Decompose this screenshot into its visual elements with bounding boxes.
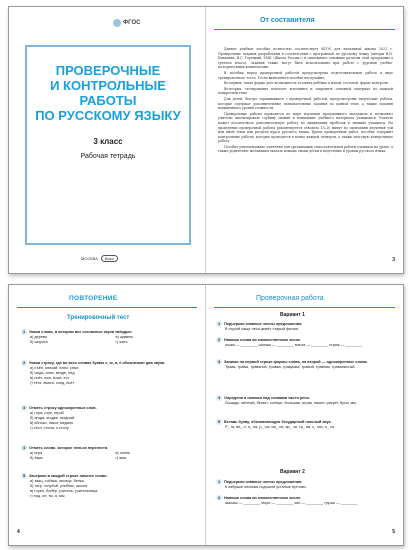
cover-title	[25, 63, 191, 123]
answer-option[interactable]: б) ёжик	[30, 456, 43, 460]
test-question	[21, 473, 197, 499]
top-book-spread	[8, 6, 404, 274]
task-number: 3	[217, 360, 221, 364]
task-material: К избушке лесника подошли усталые путники.	[225, 485, 307, 489]
answer-option[interactable]: г) под, он, ты, я, мы	[30, 494, 65, 498]
answer-option[interactable]: в) осень	[115, 451, 131, 455]
task-text: Определи и напиши над словами части речи.	[224, 396, 310, 400]
quiz-task	[216, 495, 396, 506]
task-text: Напиши слова во множественном числе.	[224, 496, 302, 500]
cover-grade: 3 класс	[93, 137, 123, 146]
test-page	[9, 285, 206, 545]
answer-option[interactable]: в) поёт, пою, ёлка, ест	[30, 376, 70, 380]
question-number: 4	[22, 446, 26, 450]
answer-option[interactable]: б) тигр, голубой, учебник, школа	[30, 484, 88, 488]
fgos-logo-text: ФГОС	[123, 20, 141, 26]
task-material: Лошадь, жёлтый, бегает, солнце, большая, играя, пишет, рисует, бусы, мы.	[225, 401, 358, 405]
task-material[interactable]: шалаш — ________ море — ________ чан — ________ груша — ________	[225, 501, 358, 505]
preface-paragraph: Во-первых, такая форма даёт возможность готовить ребёнка к новой, тестовой, форме контроля.	[224, 81, 389, 86]
question-number: 3	[22, 406, 26, 410]
preface-paragraph: В пособии перед проверочной работой предусмотрена подготовительная работа в виде тренировочного теста. Тесты включены в пособие неслучайно.	[218, 70, 393, 80]
fgos-logo-icon	[113, 19, 121, 27]
variant-1-title: Вариант 1	[280, 312, 305, 318]
answer-option[interactable]: г) жить	[115, 340, 128, 344]
fgos-logo	[113, 17, 141, 29]
task-material: В глухой чаще леса живёт старый филин.	[225, 327, 299, 331]
answer-option[interactable]: г) яма	[115, 456, 126, 460]
cover-title-line: ПРОВЕРОЧНЫЕ	[55, 63, 161, 78]
quiz-task	[216, 337, 396, 348]
test-question	[21, 360, 197, 386]
quiz-task	[216, 321, 396, 332]
quiz-task	[216, 419, 396, 430]
test-title: Тренировочный тест	[67, 315, 130, 321]
answer-option[interactable]: а) дерево	[30, 335, 48, 339]
preface-paragraph: Данное учебное пособие полностью соответствует ФГОС для начальной школы 2021 г. Проверочные задания разработаны в соответствии с программой по русскому языку (авторы В.П. Канакина, В.Г. Горецкий, УМК «Школа России») и охватывают основные разделы этой программы в третьем классе. Задания также могут быть использованы при работе с другими учебно-методическими комплектами.	[218, 47, 393, 70]
cover-title-line: И КОНТРОЛЬНЫЕ	[50, 78, 166, 93]
quiz-task	[216, 479, 396, 490]
page-number: 4	[17, 529, 20, 535]
question-stem: Укажи строку, где во всех словах буквы е, ю, я, ё обозначают два звука.	[29, 361, 166, 365]
task-material: Трава, травы, травяной, травка, травушка, травой, травник, травянистый.	[225, 365, 356, 369]
task-number: 1	[217, 322, 221, 326]
quiz-heading: Проверочная работа	[256, 295, 324, 302]
task-number: 1	[217, 480, 221, 484]
question-stem: Отметь слово, которое нельзя перенести.	[29, 446, 109, 450]
answer-option[interactable]: а) съёл, мягкий, плюс, реки	[30, 366, 79, 370]
answer-option[interactable]: б) широта	[30, 340, 48, 344]
question-stem: Зачеркни в каждой строке лишнее слово.	[29, 474, 108, 478]
question-number: 1	[22, 330, 26, 334]
publisher-city: МОСКВА	[81, 255, 98, 261]
answer-option[interactable]: г) тётя, вьюга, след, пьёт	[30, 381, 75, 385]
task-text: Подчеркни главные члены предложения.	[224, 480, 303, 484]
cover-subtitle: Рабочая тетрадь	[80, 153, 136, 160]
quiz-heading-rule	[214, 307, 395, 308]
test-question	[21, 329, 197, 345]
task-number: 4	[217, 396, 221, 400]
preface-paragraph: Во-вторых, тестирование помогает вспомнить и закрепить основной материал по каждой конкретной теме.	[218, 86, 393, 96]
answer-option[interactable]: б) сюда, пляс, везде, лёд	[30, 371, 75, 375]
quiz-page	[206, 285, 403, 545]
cover-title-line: РАБОТЫ	[79, 93, 137, 108]
answer-option[interactable]: г) стол, столы, к столу	[30, 426, 69, 430]
question-stem: Отметь строку однокоренных слов.	[29, 406, 97, 410]
task-material[interactable]: Р_ га, ви_ н, п_ ла, р_ сы, см_ ла, вр_ чи, тр_ ва, с_ мы, н_ са.	[225, 425, 336, 429]
answer-option[interactable]: в) горел, бобёр, учитель, учительница	[30, 489, 98, 493]
question-number: 2	[22, 361, 26, 365]
bottom-book-spread	[8, 284, 404, 546]
preface-paragraph: Для детей, быстро справившихся с проверочной работой, предусмотрены творческие работы, которые содержат дополнительные познавательные задания по данной теме, а также задания повышенного уровня сложности.	[218, 96, 393, 111]
section-title-rule	[17, 307, 197, 308]
variant-2-title: Вариант 2	[280, 469, 305, 475]
task-text: Запиши на первой строке формы слова, на второй — однокоренные слова.	[224, 360, 368, 364]
task-number: 2	[217, 496, 221, 500]
preface-page	[206, 7, 403, 273]
page-number: 3	[392, 257, 395, 263]
task-text: Подчеркни главные члены предложения.	[224, 322, 303, 326]
preface-heading: От составителя	[260, 17, 315, 24]
cover-title-line: ПО РУССКОМУ ЯЗЫКУ	[35, 108, 181, 123]
publisher-mark	[81, 253, 141, 263]
cover-page	[9, 7, 206, 273]
answer-option[interactable]: а) гора, горе, герой	[30, 411, 64, 415]
answer-option[interactable]: а) игра	[30, 451, 43, 455]
question-number: 5	[22, 474, 26, 478]
question-stem: Укажи слово, в котором все согласные звуки твёрдые.	[29, 330, 133, 334]
section-title: ПОВТОРЕНИЕ	[69, 295, 118, 302]
preface-text	[218, 47, 393, 155]
task-text: Вставь букву, обозначающую безударный гласный звук.	[224, 420, 332, 424]
test-question	[21, 405, 197, 431]
task-text: Напиши слова во множественном числе.	[224, 338, 302, 342]
preface-paragraph: Пособие рекомендовано учителям для организации самостоятельной работы учеников на уроке, а также родителям, желающим оказать помощь своим детям в подготовке к урокам русского языка.	[218, 144, 393, 154]
answer-option[interactable]: в) яблоко, пикот, медаль	[30, 421, 74, 425]
preface-paragraph: Проверочные работы проводятся по мере изучения программного материала и позволяют учителю анализировать глубину знаний и понимание учебного материала учащимися. Учитель может посоветовать дополнительную работу по ликвидации пробелов в знаниях учащихся. На проведение проверочной работы рекомендуется отводить 15–20 минут по окончании изучения той или иной темы или раздела курса русского языка. Кроме проверочных работ, пособие содержит контрольные работы, которые проводятся в конце каждой четверти, а также итоговую контрольную работу.	[218, 111, 393, 144]
answer-option[interactable]: а) заяц, собака, лисица, белка	[30, 479, 84, 483]
test-question	[21, 445, 197, 461]
task-material[interactable]: лыжа — ________ шалаш — ________ мачта — ________ стриж — ________	[225, 343, 363, 347]
page-number: 5	[392, 529, 395, 535]
answer-option[interactable]: в) щавель	[115, 335, 134, 339]
preface-heading-rule	[214, 29, 395, 30]
answer-option[interactable]: б) ягода, ягодка, ягодный	[30, 416, 75, 420]
task-number: 2	[217, 338, 221, 342]
quiz-task	[216, 395, 396, 406]
quiz-task	[216, 359, 396, 370]
task-number: 5	[217, 420, 221, 424]
publisher-badge: Вако	[101, 255, 118, 262]
